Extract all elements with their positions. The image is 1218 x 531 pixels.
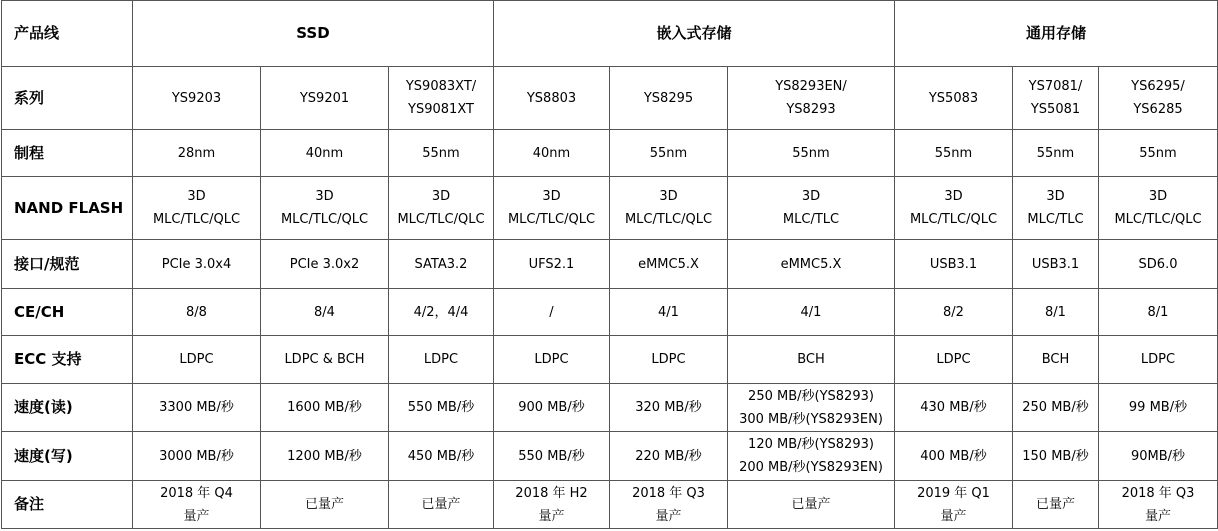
- cell-cech-8: [1099, 289, 1218, 336]
- cell-text: LDPC: [1140, 352, 1176, 367]
- cell-text: 量产: [183, 508, 210, 524]
- cell-text: MLC/TLC/QLC: [1114, 212, 1202, 227]
- cell-text: 已量产: [1035, 497, 1075, 512]
- cell-write-0: [133, 432, 261, 481]
- product-spec-table: [1, 0, 1218, 529]
- cell-nand-5: [728, 177, 895, 240]
- cell-iface-4: [610, 240, 728, 289]
- cell-text: 3D: [315, 189, 334, 204]
- cell-note-0: [133, 481, 261, 529]
- cell-text: 90MB/秒: [1130, 448, 1186, 464]
- cell-text: 8/2: [943, 304, 964, 320]
- cell-text: 120 MB/秒(YS8293): [748, 437, 874, 452]
- cell-ecc-4: [610, 336, 728, 384]
- cell-text: LDPC: [534, 352, 569, 367]
- cell-write-5: [728, 432, 895, 481]
- row-cech: [2, 289, 1218, 336]
- cell-text: SATA3.2: [414, 256, 468, 272]
- cell-write-6: [895, 432, 1013, 481]
- cell-text: LDPC: [936, 352, 971, 367]
- cell-text: YS8293EN/: [775, 79, 847, 94]
- cell-text: 3D: [542, 189, 561, 204]
- cell-cech-7: [1013, 289, 1099, 336]
- cell-text: 2018 年 Q4: [160, 485, 233, 501]
- cell-iface-3: [494, 240, 610, 289]
- cell-text: YS5083: [928, 90, 979, 106]
- cell-text: 250 MB/秒(YS8293): [748, 388, 874, 404]
- cell-cech-4: [610, 289, 728, 336]
- cell-process-6: [895, 130, 1013, 177]
- cell-text: 400 MB/秒: [920, 448, 987, 464]
- cell-text: LDPC: [423, 352, 459, 367]
- cell-iface-7: [1013, 240, 1099, 289]
- cell-text: 2018 年 Q3: [1121, 485, 1195, 501]
- cell-text: YS9083XT/: [405, 79, 477, 94]
- group-header-embedded: 嵌入式存储: [494, 1, 895, 67]
- cell-process-3: [494, 130, 610, 177]
- cell-text: 2018 年 H2: [515, 485, 588, 501]
- cell-note-7: [1013, 481, 1099, 529]
- cell-note-5: [728, 481, 895, 529]
- cell-text: 3D: [944, 189, 963, 204]
- cell-text: 4/1: [800, 304, 822, 320]
- cell-write-8: [1099, 432, 1218, 481]
- cell-ecc-2: [389, 336, 494, 384]
- cell-ecc-6: [895, 336, 1013, 384]
- cell-text: 550 MB/秒: [407, 400, 475, 415]
- cell-series-1: [261, 67, 389, 130]
- cell-ecc-5: [728, 336, 895, 384]
- cell-text: 55nm: [422, 145, 460, 161]
- cell-series-8: [1099, 67, 1218, 130]
- cell-read-0: [133, 384, 261, 432]
- cell-iface-8: [1099, 240, 1218, 289]
- cell-text: 已量产: [304, 497, 344, 512]
- cell-text: MLC/TLC: [782, 212, 840, 227]
- cell-process-2: [389, 130, 494, 177]
- cell-cech-5: [728, 289, 895, 336]
- cell-write-7: [1013, 432, 1099, 481]
- cell-text: 28nm: [177, 145, 216, 161]
- cell-series-7: [1013, 67, 1099, 130]
- row-series: [2, 67, 1218, 130]
- cell-text: 320 MB/秒: [635, 400, 702, 415]
- cell-text: MLC/TLC: [1027, 212, 1084, 227]
- cell-text: LDPC: [651, 352, 686, 367]
- row-note: [2, 481, 1218, 529]
- cell-text: eMMC5.X: [638, 256, 699, 272]
- row-label-note: 备注: [2, 481, 133, 529]
- cell-note-8: [1099, 481, 1218, 529]
- cell-text: 量产: [1144, 508, 1171, 524]
- cell-iface-5: [728, 240, 895, 289]
- cell-series-0: [133, 67, 261, 130]
- cell-text: YS5081: [1030, 102, 1081, 117]
- cell-series-4: [610, 67, 728, 130]
- cell-text: 量产: [655, 508, 682, 524]
- cell-note-3: [494, 481, 610, 529]
- cell-text: YS6295/: [1131, 79, 1185, 94]
- cell-text: 4/1: [658, 304, 679, 320]
- cell-text: 55nm: [792, 145, 830, 161]
- cell-text: 3D: [659, 189, 678, 204]
- cell-text: 3000 MB/秒: [159, 448, 234, 464]
- cell-text: 450 MB/秒: [407, 448, 475, 464]
- group-header-ssd: SSD: [133, 1, 494, 67]
- cell-nand-4: [610, 177, 728, 240]
- cell-text: MLC/TLC/QLC: [624, 212, 713, 227]
- row-label-ecc: ECC 支持: [2, 336, 133, 384]
- cell-text: 8/4: [314, 304, 335, 320]
- corner-header: 产品线: [2, 1, 133, 67]
- row-label-write: 速度(写): [2, 432, 133, 481]
- cell-text: MLC/TLC/QLC: [397, 212, 485, 227]
- row-read: [2, 384, 1218, 432]
- cell-text: 3D: [801, 189, 821, 204]
- cell-iface-2: [389, 240, 494, 289]
- cell-series-5: [728, 67, 895, 130]
- row-label-nand: NAND FLASH: [2, 177, 133, 240]
- cell-text: 量产: [940, 508, 967, 524]
- cell-cech-6: [895, 289, 1013, 336]
- cell-text: MLC/TLC/QLC: [909, 212, 998, 227]
- group-header-general: 通用存储: [895, 1, 1218, 67]
- cell-text: 已量产: [791, 497, 831, 512]
- cell-text: LDPC: [179, 352, 214, 367]
- cell-text: 1200 MB/秒: [287, 448, 362, 464]
- cell-text: 8/1: [1147, 304, 1169, 320]
- cell-text: SD6.0: [1138, 256, 1178, 272]
- cell-iface-1: [261, 240, 389, 289]
- cell-nand-7: [1013, 177, 1099, 240]
- row-nand: [2, 177, 1218, 240]
- cell-cech-3: [494, 289, 610, 336]
- cell-ecc-3: [494, 336, 610, 384]
- cell-text: 量产: [538, 508, 565, 524]
- cell-text: 40nm: [532, 145, 571, 161]
- cell-note-6: [895, 481, 1013, 529]
- cell-read-8: [1099, 384, 1218, 432]
- cell-text: MLC/TLC/QLC: [507, 212, 596, 227]
- row-write: [2, 432, 1218, 481]
- cell-note-1: [261, 481, 389, 529]
- row-iface: [2, 240, 1218, 289]
- cell-text: YS7081/: [1028, 79, 1083, 94]
- row-label-read: 速度(读): [2, 384, 133, 432]
- cell-read-3: [494, 384, 610, 432]
- cell-process-7: [1013, 130, 1099, 177]
- cell-text: YS8293: [786, 102, 836, 117]
- cell-read-2: [389, 384, 494, 432]
- cell-text: YS9201: [299, 90, 350, 106]
- cell-text: 2019 年 Q1: [917, 485, 990, 501]
- cell-write-3: [494, 432, 610, 481]
- cell-text: YS9203: [171, 90, 222, 106]
- cell-nand-3: [494, 177, 610, 240]
- cell-text: 3D: [431, 189, 451, 204]
- cell-text: YS8803: [526, 90, 577, 106]
- cell-text: USB3.1: [1031, 256, 1080, 272]
- row-label-iface: 接口/规范: [2, 240, 133, 289]
- cell-text: PCIe 3.0x4: [161, 256, 232, 272]
- cell-text: 550 MB/秒: [518, 448, 585, 464]
- cell-write-4: [610, 432, 728, 481]
- cell-cech-2: [389, 289, 494, 336]
- cell-nand-0: [133, 177, 261, 240]
- cell-process-4: [610, 130, 728, 177]
- cell-process-8: [1099, 130, 1218, 177]
- cell-text: 55nm: [649, 145, 688, 161]
- row-label-cech: CE/CH: [2, 289, 133, 336]
- cell-text: 8/1: [1045, 304, 1066, 320]
- cell-iface-0: [133, 240, 261, 289]
- cell-ecc-0: [133, 336, 261, 384]
- cell-read-6: [895, 384, 1013, 432]
- cell-text: UFS2.1: [528, 256, 575, 272]
- cell-nand-6: [895, 177, 1013, 240]
- cell-text: 2018 年 Q3: [632, 485, 705, 501]
- header-row: [2, 1, 1218, 67]
- cell-cech-0: [133, 289, 261, 336]
- cell-text: USB3.1: [929, 256, 978, 272]
- cell-text: 900 MB/秒: [518, 400, 585, 415]
- cell-text: 55nm: [1036, 145, 1075, 161]
- cell-nand-8: [1099, 177, 1218, 240]
- cell-ecc-8: [1099, 336, 1218, 384]
- cell-text: 3D: [1046, 189, 1065, 204]
- cell-text: YS6285: [1133, 102, 1183, 117]
- row-label-process: 制程: [2, 130, 133, 177]
- cell-text: 已量产: [421, 497, 461, 512]
- cell-cech-1: [261, 289, 389, 336]
- cell-text: LDPC & BCH: [284, 352, 365, 367]
- cell-text: 3300 MB/秒: [159, 400, 234, 415]
- cell-series-3: [494, 67, 610, 130]
- cell-process-1: [261, 130, 389, 177]
- cell-text: 99 MB/秒: [1128, 400, 1188, 415]
- cell-process-5: [728, 130, 895, 177]
- cell-series-6: [895, 67, 1013, 130]
- cell-text: 40nm: [305, 145, 344, 161]
- cell-text: /: [549, 304, 554, 320]
- cell-write-1: [261, 432, 389, 481]
- cell-iface-6: [895, 240, 1013, 289]
- cell-process-0: [133, 130, 261, 177]
- cell-text: 8/8: [186, 304, 207, 320]
- row-label-series: 系列: [2, 67, 133, 130]
- cell-ecc-7: [1013, 336, 1099, 384]
- cell-text: 3D: [187, 189, 206, 204]
- cell-nand-2: [389, 177, 494, 240]
- cell-text: BCH: [1041, 352, 1070, 367]
- cell-text: YS9081XT: [408, 102, 474, 117]
- cell-text: 3D: [1148, 189, 1168, 204]
- cell-text: PCIe 3.0x2: [289, 256, 360, 272]
- cell-text: YS8295: [643, 90, 694, 106]
- cell-text: MLC/TLC/QLC: [152, 212, 241, 227]
- cell-read-1: [261, 384, 389, 432]
- cell-text: 300 MB/秒(YS8293EN): [739, 411, 883, 427]
- cell-series-2: [389, 67, 494, 130]
- cell-note-2: [389, 481, 494, 529]
- cell-text: 250 MB/秒: [1022, 400, 1089, 415]
- cell-text: BCH: [797, 352, 825, 367]
- cell-text: 4/2，4/4: [413, 304, 469, 320]
- cell-nand-1: [261, 177, 389, 240]
- row-process: [2, 130, 1218, 177]
- cell-text: eMMC5.X: [780, 256, 842, 272]
- cell-text: 220 MB/秒: [635, 448, 702, 464]
- cell-text: MLC/TLC/QLC: [280, 212, 369, 227]
- cell-note-4: [610, 481, 728, 529]
- cell-text: 430 MB/秒: [920, 400, 987, 415]
- cell-text: 55nm: [934, 145, 973, 161]
- cell-text: 1600 MB/秒: [287, 400, 362, 415]
- cell-text: 55nm: [1139, 145, 1177, 161]
- cell-read-7: [1013, 384, 1099, 432]
- cell-read-5: [728, 384, 895, 432]
- cell-read-4: [610, 384, 728, 432]
- cell-write-2: [389, 432, 494, 481]
- cell-ecc-1: [261, 336, 389, 384]
- cell-text: 200 MB/秒(YS8293EN): [739, 460, 883, 475]
- row-ecc: [2, 336, 1218, 384]
- cell-text: 150 MB/秒: [1022, 448, 1089, 464]
